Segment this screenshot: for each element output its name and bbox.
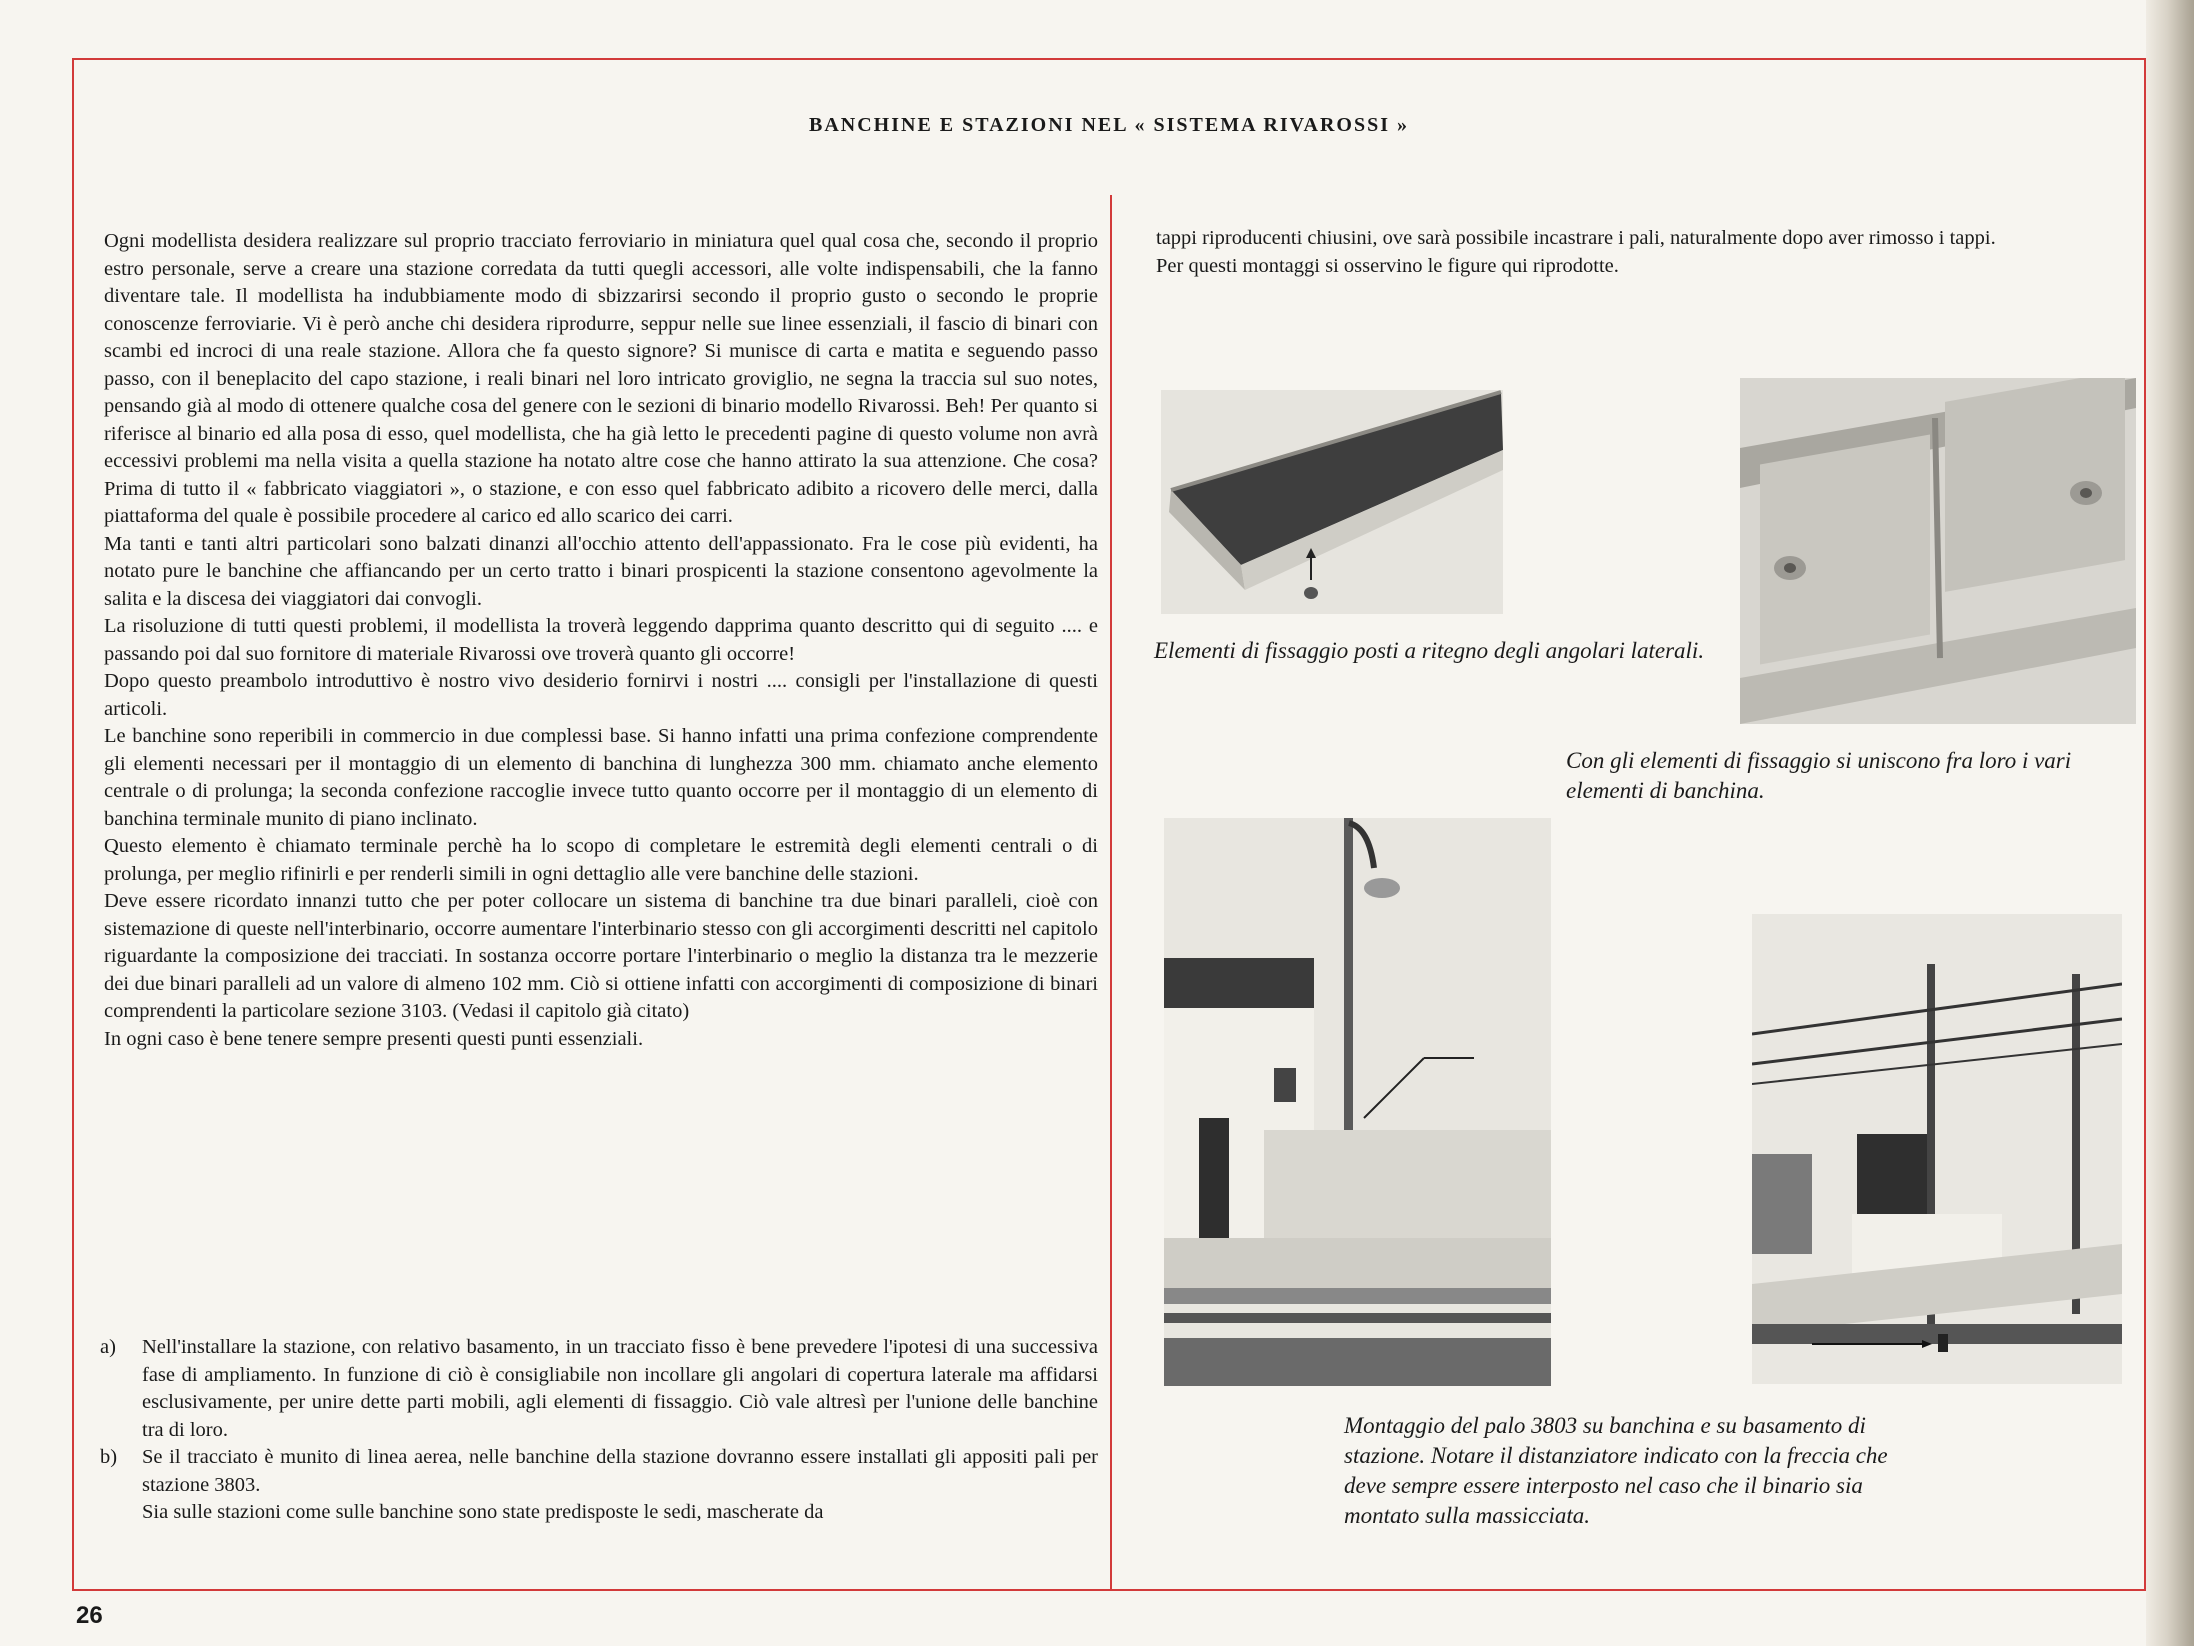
paragraph: tappi riproducenti chiusini, ove sarà possibile incastrare i pali, naturalmente dopo aver rimosso i tappi.: [1156, 227, 1996, 249]
catenary-illustration: [1752, 914, 2122, 1384]
list-marker: b): [100, 1446, 118, 1468]
column-divider: [1110, 195, 1112, 1591]
paragraph: Questo elemento è chiamato terminale perchè ha lo scopo di completare le estremità degli elementi centrali o di prolunga, per meglio rifinirli e per renderli simili in ogni dettaglio alle vere banchine delle stazioni.: [104, 835, 1098, 885]
paragraph: La risoluzione di tutti questi problemi, il modellista la troverà leggendo dapprima quanto descritto qui di seguito .... e passando poi dal suo fornitore di materiale Rivarossi ove troverà quanto gli occorre!: [104, 615, 1098, 665]
list-item: [100, 1334, 1098, 1444]
list-item: [100, 1444, 1098, 1499]
list-item-text: Nell'installare la stazione, con relativo basamento, in un tracciato fisso è bene prevedere l'ipotesi di una successiva fase di ampliamento. In funzione di ciò è consigliabile non incollare gli angolari di copertura laterale ma affidarsi esclusivamente, per unire dette parti mobili, agli elementi di fissaggio. Ciò vale altresì per l'unione delle banchine tra di loro.: [142, 1336, 1098, 1441]
paragraph: Ma tanti e tanti altri particolari sono balzati dinanzi all'occhio attento dell'appassionato. Fra le cose più evidenti, ha notato pure le banchine che affiancando per un certo tratto i binari prospicenti la stazione consentono agevolmente la salita e la discesa dei viaggiatori dai convogli.: [104, 532, 1098, 610]
left-column: [104, 228, 1098, 1053]
photo-catenary-train: [1752, 914, 2122, 1384]
platform-element-illustration: [1161, 390, 1503, 614]
photo-underside-joining: [1740, 378, 2136, 724]
list-item-text: Se il tracciato è munito di linea aerea, nelle banchine della stazione dovranno essere installati gli appositi pali per stazione 3803.: [142, 1446, 1098, 1496]
station-illustration: [1164, 818, 1551, 1386]
book-binding-shadow: [2146, 0, 2194, 1646]
paragraph: Le banchine sono reperibili in commercio in due complessi base. Si hanno infatti una prima confezione comprendente gli elementi necessari per il montaggio di un elemento di banchina di lunghezza 300 mm. chiamato anche elemento centrale o di prolunga; la seconda confezione raccoglie invece tutto quanto occorre per il montaggio di un elemento di banchina terminale munito di piano inclinato.: [104, 725, 1098, 830]
page-number: 26: [76, 1602, 103, 1629]
underside-illustration: [1740, 378, 2136, 724]
page-header: BANCHINE E STAZIONI NEL « SISTEMA RIVAROSSI »: [809, 114, 1409, 136]
caption-joining-elements: Con gli elementi di fissaggio si uniscono fra loro i vari elementi di banchina.: [1566, 748, 2072, 803]
photo-platform-element: [1161, 390, 1503, 614]
essential-points-list: [100, 1334, 1098, 1527]
paragraph: In ogni caso è bene tenere sempre presenti questi punti essenziali.: [104, 1027, 644, 1050]
paragraph: Per questi montaggi si osservino le figure qui riprodotte.: [1156, 254, 1619, 277]
list-item-text: Sia sulle stazioni come sulle banchine sono state predisposte le sedi, mascherate da: [142, 1501, 824, 1523]
paragraph: Dopo questo preambolo introduttivo è nostro vivo desiderio fornirvi i nostri .... consigli per l'installazione di questi articoli.: [104, 670, 1098, 720]
list-marker: a): [100, 1336, 116, 1358]
paragraph: Ogni modellista desidera realizzare sul proprio tracciato ferroviario in miniatura quel qual cosa che, secondo il proprio estro personale, serve a creare una stazione corredata da tutti quegli accessori, alle volte indispensabili, che la fanno diventare tale. Il modellista ha indubbiamente modo di sbizzarirsi secondo il proprio gusto o secondo le proprie conoscenze ferroviarie. Vi è però anche chi desidera riprodurre, seppur nelle sue linee essenziali, il fascio di binari con scambi ed incroci di una reale stazione. Allora che fa questo signore? Si munisce di carta e matita e seguendo passo passo, con il beneplacito del capo stazione, i reali binari nel loro intricato groviglio, ne segna la traccia sul suo notes, pensando già al modo di ottenere qualche cosa del genere con le sezioni di binario modello Rivarossi. Beh! Per quanto si riferisce al binario ed alla posa di esso, quel modellista, che ha già letto le precedenti pagine di questo volume non avrà eccessivi problemi ma nella visita a quella stazione ha notato altre cose che hanno attirato la sua attenzione. Che cosa? Prima di tutto il « fabbricato viaggiatori », o stazione, e con esso quel fabbricato adibito a ricovero delle merci, dalla piattaforma del quale è possibile procedere al carico ed allo scarico dei carri.: [104, 230, 1098, 527]
caption-pole-mounting: Montaggio del palo 3803 su banchina e su basamento di stazione. Notare il distanziatore indicato con la freccia che deve sempre essere interposto nel caso che il binario sia montato sulla massicciata.: [1344, 1413, 1888, 1528]
paragraph: Deve essere ricordato innanzi tutto che per poter collocare un sistema di banchine tra due binari paralleli, cioè con sistemazione di queste nell'interbinario, occorre aumentare l'interbinario stesso con gli accorgimenti descritti nel capitolo riguardante la composizione dei tracciati. In sostanza occorre portare l'interbinario o meglio la distanza tra le mezzerie dei due binari paralleli ad un valore di almeno 102 mm. Ciò si ottiene infatti con accorgimenti di composizione di binari comprendenti la particolare sezione 3103. (Vedasi il capitolo già citato): [104, 890, 1098, 1022]
caption-fixing-elements: Elementi di fissaggio posti a ritegno degli angolari laterali.: [1154, 638, 1705, 663]
photo-station-pole: [1164, 818, 1551, 1386]
right-column-text: [1156, 225, 2112, 280]
list-item: [100, 1499, 1098, 1527]
